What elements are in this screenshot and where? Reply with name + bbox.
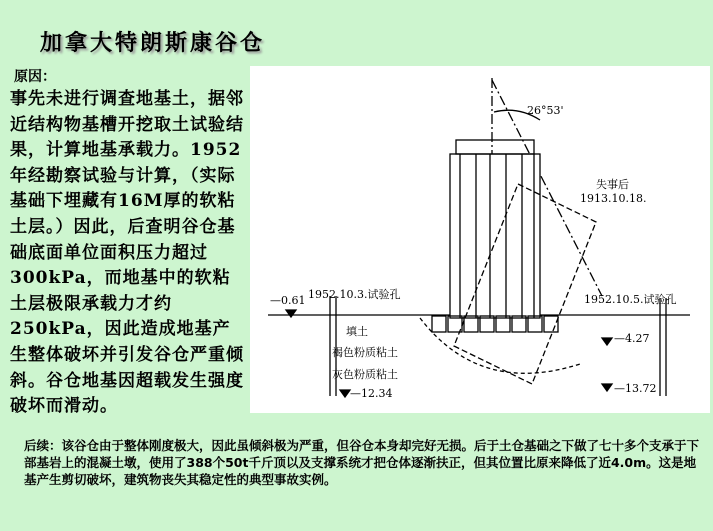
silo-top-house bbox=[456, 140, 534, 154]
level-right-upper-label: —4.27 bbox=[614, 332, 650, 345]
borehole-right-label: 1952.10.5.试验孔 bbox=[584, 293, 677, 306]
angle-label: 26°53' bbox=[527, 104, 564, 117]
soil-grey-clay-label: 灰色粉质粘土 bbox=[332, 368, 398, 381]
aftermath-text: 该谷仓由于整体刚度极大，因此虽倾斜极为严重，但谷仓本身却完好无损。后于土仓基础之下做了七十多个支承于下部基岩上的混凝土墩，使用了388个50t千斤顶以及支撑系统才把仓体逐渐扶正，但其位置比原来降低了近4.0m。这是地基产生剪切破坏，建筑物丧失其稳定性的典型事故实例。 bbox=[24, 438, 700, 487]
page-title: 加拿大特朗斯康谷仓 bbox=[40, 31, 266, 56]
silo-diagram bbox=[250, 66, 710, 413]
cause-label: 原因： bbox=[14, 69, 56, 85]
borehole-left-label: 1952.10.3.试验孔 bbox=[308, 288, 401, 301]
aftermath-paragraph bbox=[24, 437, 700, 488]
after-accident-label: 失事后 bbox=[596, 178, 629, 191]
soil-fill-label: 填土 bbox=[346, 325, 368, 338]
silo-upright bbox=[450, 154, 540, 318]
level-left-label: —0.61 bbox=[270, 294, 306, 307]
soil-brown-clay-label: 褐色粉质粘土 bbox=[332, 346, 398, 359]
silo-drawing bbox=[250, 66, 710, 413]
after-accident-date: 1913.10.18. bbox=[580, 192, 647, 205]
level-right-lower-label: —13.72 bbox=[614, 382, 657, 395]
level-bottom-label: —12.34 bbox=[350, 387, 393, 400]
aftermath-label: 后续： bbox=[24, 438, 62, 453]
cause-text: 事先未进行调查地基土，据邻近结构物基槽开挖取土试验结果，计算地基承载力。1952年经勘察试验与计算，（实际基础下埋藏有16M厚的软粘土层。）因此，后查明谷仓基础底面单位面积压力超过300kPa，而地基中的软粘土层极限承载力才约250kPa，因此造成地基产生整体破坏并引发谷仓严重倾斜。谷仓地基因超载发生强度破坏而滑动。 bbox=[10, 89, 244, 417]
